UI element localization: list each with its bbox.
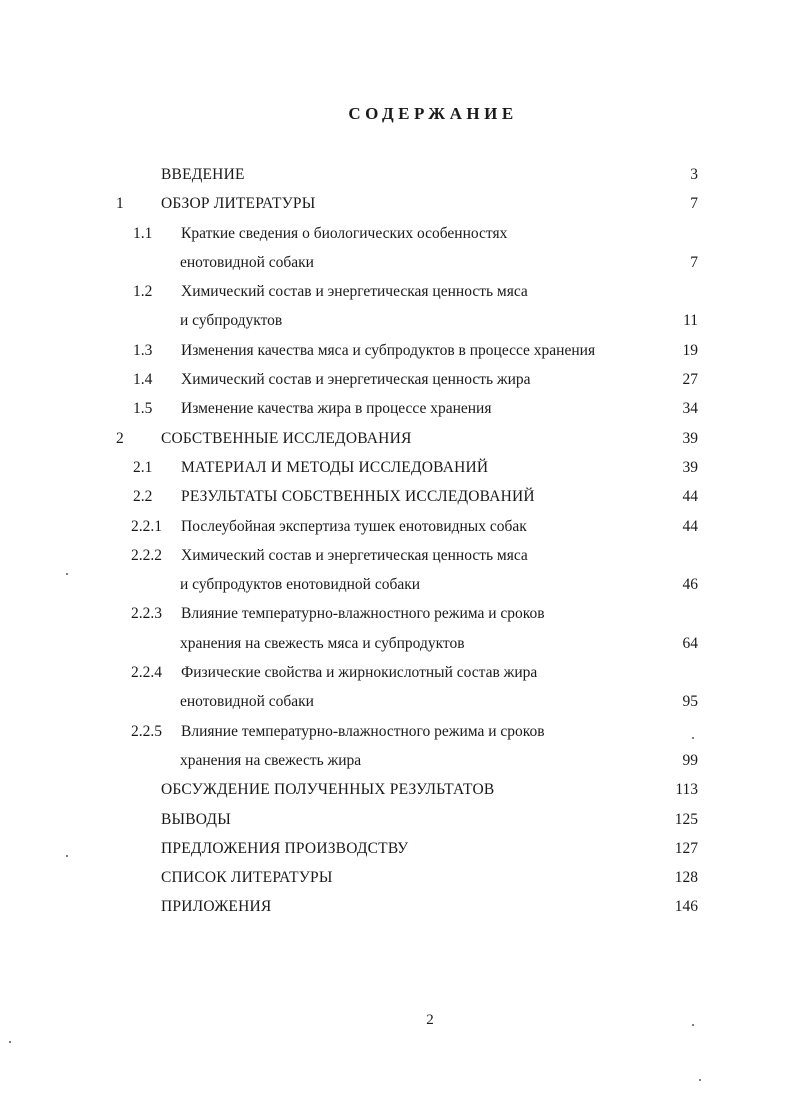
toc-entry-title: ВВЕДЕНИЕ <box>161 166 245 183</box>
toc-entry-title: хранения на свежесть мяса и субпродуктов <box>180 634 465 652</box>
toc-title: СОДЕРЖАНИЕ <box>348 104 518 123</box>
toc-entry <box>0 482 799 511</box>
toc-entry-number: 2.2.1 <box>131 517 162 535</box>
toc-entry <box>0 892 799 921</box>
toc-entry-title: Физические свойства и жирнокислотный состав жира <box>181 664 538 682</box>
toc-entry-number: 2.2.5 <box>131 722 162 740</box>
toc-entry-page: 99 <box>682 751 698 769</box>
toc-entry-number: 2 <box>116 429 124 447</box>
toc-entry-title: ОБЗОР ЛИТЕРАТУРЫ <box>161 195 316 213</box>
page-number: 2 <box>426 1012 434 1028</box>
toc-entry-title: Влияние температурно-влажностного режима и сроков <box>181 605 545 623</box>
toc-entry <box>0 629 799 658</box>
toc-entry <box>0 863 799 892</box>
toc-entry-title: хранения на свежесть жира <box>180 751 362 769</box>
toc-entry <box>0 306 799 335</box>
toc-entry-title: Изменение качества жира в процессе хранения <box>181 400 492 418</box>
toc-entry-page: 7 <box>690 195 698 213</box>
toc-entry-page: 95 <box>682 693 698 711</box>
toc-entry-number: 1.1 <box>133 224 153 242</box>
toc-entry-title: СПИСОК ЛИТЕРАТУРЫ <box>161 869 333 887</box>
toc-entry-page: 39 <box>682 458 698 476</box>
toc-entry-title: Химический состав и энергетическая ценность мяса <box>181 546 528 564</box>
toc-entry-title: и субпродуктов енотовидной собаки <box>180 576 421 594</box>
toc-entry-page: 11 <box>683 312 698 330</box>
toc-entry-number: 2.2 <box>133 488 153 506</box>
toc-entry-page: 146 <box>674 898 698 916</box>
toc-entry-title: и субпродуктов <box>180 312 283 330</box>
toc-entry <box>0 775 799 804</box>
toc-entry <box>0 717 799 746</box>
toc-entry-number: 1.2 <box>133 283 153 301</box>
scan-speck <box>66 855 68 857</box>
toc-entry-title: МАТЕРИАЛ И МЕТОДЫ ИССЛЕДОВАНИЙ <box>181 458 489 476</box>
toc-entry-title: ПРИЛОЖЕНИЯ <box>161 898 272 916</box>
scan-speck <box>692 1024 694 1026</box>
scan-speck <box>9 1041 11 1043</box>
toc-entry-page: 3 <box>690 166 698 183</box>
toc-entry <box>0 424 799 453</box>
toc-entry-page: 34 <box>682 400 698 418</box>
toc-entry <box>0 453 799 482</box>
toc-entry <box>0 219 799 248</box>
toc-entry-number: 2.2.3 <box>131 605 162 623</box>
toc-entry <box>0 658 799 687</box>
toc-entry <box>0 834 799 863</box>
toc-entry-title: Влияние температурно-влажностного режима и сроков <box>181 722 545 740</box>
toc-entry <box>0 365 799 394</box>
toc-entry <box>0 189 799 218</box>
toc-entry <box>0 277 799 306</box>
toc-entry-title: Химический состав и энергетическая ценность мяса <box>181 283 528 301</box>
toc-entry-title: Химический состав и энергетическая ценность жира <box>181 371 531 389</box>
toc-entry-number: 2.1 <box>133 458 153 476</box>
toc-entry-page: 64 <box>682 634 698 652</box>
toc-entry <box>0 541 799 570</box>
toc-entry-number: 1.3 <box>133 341 153 359</box>
toc-entry-title: ОБСУЖДЕНИЕ ПОЛУЧЕННЫХ РЕЗУЛЬТАТОВ <box>161 781 495 799</box>
scan-speck <box>692 737 694 739</box>
toc-entry <box>0 746 799 775</box>
toc-entry-title: Краткие сведения о биологических особенностях <box>181 224 508 242</box>
scan-speck <box>699 1079 701 1081</box>
toc-entry <box>0 512 799 541</box>
toc-entry <box>0 336 799 365</box>
toc-entry-page: 44 <box>682 517 698 535</box>
toc-entry-page: 39 <box>682 429 698 447</box>
toc-entry-number: 1.5 <box>133 400 153 418</box>
scan-speck <box>66 573 68 575</box>
toc-entry <box>0 805 799 834</box>
toc-entry-page: 128 <box>674 869 698 887</box>
toc-entry-title: РЕЗУЛЬТАТЫ СОБСТВЕННЫХ ИССЛЕДОВАНИЙ <box>181 488 535 506</box>
toc-entry-title: СОБСТВЕННЫЕ ИССЛЕДОВАНИЯ <box>161 429 412 447</box>
toc-entry-page: 113 <box>675 781 698 799</box>
table-of-contents <box>0 160 799 922</box>
toc-entry-number: 2.2.2 <box>131 546 162 564</box>
toc-entry-page: 44 <box>682 488 698 506</box>
toc-entry-number: 1.4 <box>133 371 153 389</box>
toc-entry-page: 127 <box>674 839 698 857</box>
toc-entry <box>0 599 799 628</box>
toc-entry-title: ПРЕДЛОЖЕНИЯ ПРОИЗВОДСТВУ <box>161 839 409 857</box>
toc-entry-title: енотовидной собаки <box>180 693 314 711</box>
toc-entry-page: 27 <box>682 371 698 389</box>
toc-entry-title: Изменения качества мяса и субпродуктов в процессе хранения <box>181 341 596 359</box>
toc-entry <box>0 160 799 189</box>
toc-entry-number: 2.2.4 <box>131 664 162 682</box>
toc-entry-title: ВЫВОДЫ <box>161 810 231 828</box>
toc-entry-page: 125 <box>674 810 698 828</box>
toc-entry-title: енотовидной собаки <box>180 253 314 271</box>
toc-entry-page: 19 <box>682 341 698 359</box>
toc-entry-number: 1 <box>116 195 124 213</box>
toc-entry-title: Послеубойная экспертиза тушек енотовидных собак <box>181 517 527 535</box>
toc-entry <box>0 394 799 423</box>
toc-entry <box>0 687 799 716</box>
toc-entry <box>0 248 799 277</box>
toc-entry-page: 46 <box>682 576 698 594</box>
toc-entry <box>0 570 799 599</box>
toc-entry-page: 7 <box>690 253 698 271</box>
